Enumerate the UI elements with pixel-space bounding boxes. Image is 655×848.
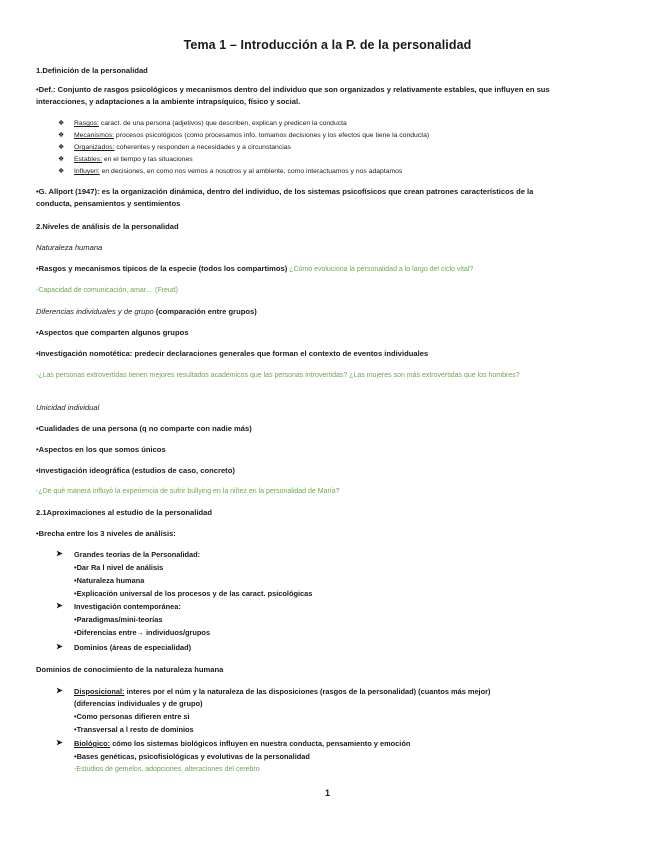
unicidad-heading: Unicidad individual <box>36 403 100 412</box>
section-2-1-heading: 2.1Aproximaciones al estudio de la personalidad <box>36 508 212 517</box>
term-label: Rasgos: <box>74 120 99 127</box>
term-item <box>74 167 402 176</box>
diferencias-bullet-2: •Investigación nomotética: predecir declaraciones generales que forman el contexto de eventos individuales <box>36 349 429 358</box>
unicidad-example: -¿De qué manera influyó la experiencia de sufrir bullying en la niñez en la personalidad de María? <box>36 488 340 495</box>
unicidad-bullet-2: •Aspectos en los que somos únicos <box>36 445 166 454</box>
approach-sub-item: •Explicación universal de los procesos y de las caract. psicológicas <box>74 589 313 598</box>
naturaleza-bullet <box>36 264 626 276</box>
approach-item: Dominios (áreas de especialidad) <box>74 643 192 652</box>
term-desc: en el tiempo y las situaciones <box>101 156 193 163</box>
domain-sub-item: •Como personas difieren entre si <box>74 712 190 721</box>
approach-item: Investigación contemporánea: <box>74 602 181 611</box>
term-desc: en decisiones, en como nos vemos a nosotros y al ambiente, como interactuamos y nos adaptamos <box>99 168 403 175</box>
allport-definition: •G. Allport (1947): es la organización dinámica, dentro del individuo, de los sistemas psicofísicos que crean patrones característicos de la conducta, pensamientos y sentimientos <box>36 187 534 208</box>
domain-sub-item: •Bases genéticas, psicofisiológicas y evolutivas de la personalidad <box>74 752 310 761</box>
term-desc: caract. de una persona (adjetivos) que describen, explican y predicen la conducta <box>98 120 347 127</box>
domain-term: Disposicional: <box>74 687 125 696</box>
definition-paragraph: •Def.: Conjunto de rasgos psicológicos y mecanismos dentro del individuo que son organizados y relativamente estables, que influyen en sus interacciones, y adaptaciones a la ambiente intrapsíquico, físico y social. <box>36 85 550 106</box>
diamond-bullet-icon: ❖ <box>58 156 65 163</box>
term-item <box>74 143 291 152</box>
diferencias-heading-rest: (comparación entre grupos) <box>153 307 257 316</box>
approach-sub-item: •Diferencias entre→ individuos/grupos <box>74 628 211 637</box>
term-label: Influyen: <box>74 168 100 175</box>
page-number: 1 <box>324 788 330 798</box>
approach-item: Grandes teorías de la Personalidad: <box>74 550 201 559</box>
arrow-bullet-icon: ➤ <box>56 642 63 651</box>
diamond-bullet-icon: ❖ <box>58 132 65 139</box>
diamond-bullet-icon: ❖ <box>58 168 65 175</box>
section-2-heading: 2.Niveles de análisis de la personalidad <box>36 222 179 231</box>
domain-desc: cómo los sistemas biológicos influyen en nuestra conducta, pensamiento y emoción <box>110 739 411 748</box>
term-desc: coherentes y responden a necesidades y a circunstancias <box>114 144 291 151</box>
domain-desc-line-2: (diferencias individuales y de grupo) <box>74 699 203 708</box>
approach-sub-item: •Paradigmas/mini-teorías <box>74 615 163 624</box>
term-label: Estables: <box>74 156 102 163</box>
domain-desc: interes por el núm y la naturaleza de las disposiciones (rasgos de la personalidad) (cuantos más mejor) <box>124 687 491 696</box>
naturaleza-question: ¿Cómo evoluciona la personalidad a lo largo del ciclo vital? <box>287 266 474 273</box>
term-item <box>74 155 193 164</box>
diamond-bullet-icon: ❖ <box>58 120 65 127</box>
diamond-bullet-icon: ❖ <box>58 144 65 151</box>
term-item <box>74 131 429 140</box>
approach-sub-item: •Naturaleza humana <box>74 576 145 585</box>
diferencias-example: -¿Las personas extrovertidas tienen mejores resultados académicos que las personas introvertidas? ¿Las mujeres son más extrovertidas que los hombres? <box>36 372 520 379</box>
arrow-bullet-icon: ➤ <box>56 549 63 558</box>
unicidad-bullet-1: •Cualidades de una persona (q no comparte con nadie más) <box>36 424 252 433</box>
arrow-bullet-icon: ➤ <box>56 686 63 695</box>
page-title: Tema 1 – Introducción a la P. de la personalidad <box>183 38 472 52</box>
domain-example: -Estudios de gemelos, adopciones, alteraciones del cerebro <box>74 766 260 773</box>
diferencias-heading-italic: Diferencias individuales y de grupo <box>36 307 154 316</box>
arrow-bullet-icon: ➤ <box>56 738 63 747</box>
arrow-bullet-icon: ➤ <box>56 601 63 610</box>
section-1-heading: 1.Definición de la personalidad <box>36 66 148 75</box>
term-item <box>74 119 347 128</box>
naturaleza-heading: Naturaleza humana <box>36 243 103 252</box>
naturaleza-bullet-text: •Rasgos y mecanismos típicos de la especie (todos los compartimos) <box>36 264 288 273</box>
diferencias-heading <box>36 307 626 318</box>
domain-term: Biológico: <box>74 739 111 748</box>
domain-sub-item: •Transversal a l resto de dominios <box>74 725 194 734</box>
approach-sub-item: •Dar Ra l nivel de análisis <box>74 563 164 572</box>
domain-item-biologico <box>74 739 410 748</box>
domain-item-disposicional <box>74 687 490 696</box>
term-label: Mecanismos: <box>74 132 115 139</box>
brecha-bullet: •Brecha entre los 3 niveles de análisis: <box>36 529 176 538</box>
term-desc: procesos psicológicos (como procesamos info, tomamos decisiones y los efectos que tiene la conducta) <box>114 132 430 139</box>
diferencias-bullet-1: •Aspectos que comparten algunos grupos <box>36 328 189 337</box>
unicidad-bullet-3: •Investigación ideográfica (estudios de caso, concreto) <box>36 466 235 475</box>
term-label: Organizados: <box>74 144 115 151</box>
dominios-heading: Dominios de conocimiento de la naturaleza humana <box>36 665 224 674</box>
naturaleza-example: -Capacidad de comunicación, amar… (Freud) <box>36 287 179 294</box>
